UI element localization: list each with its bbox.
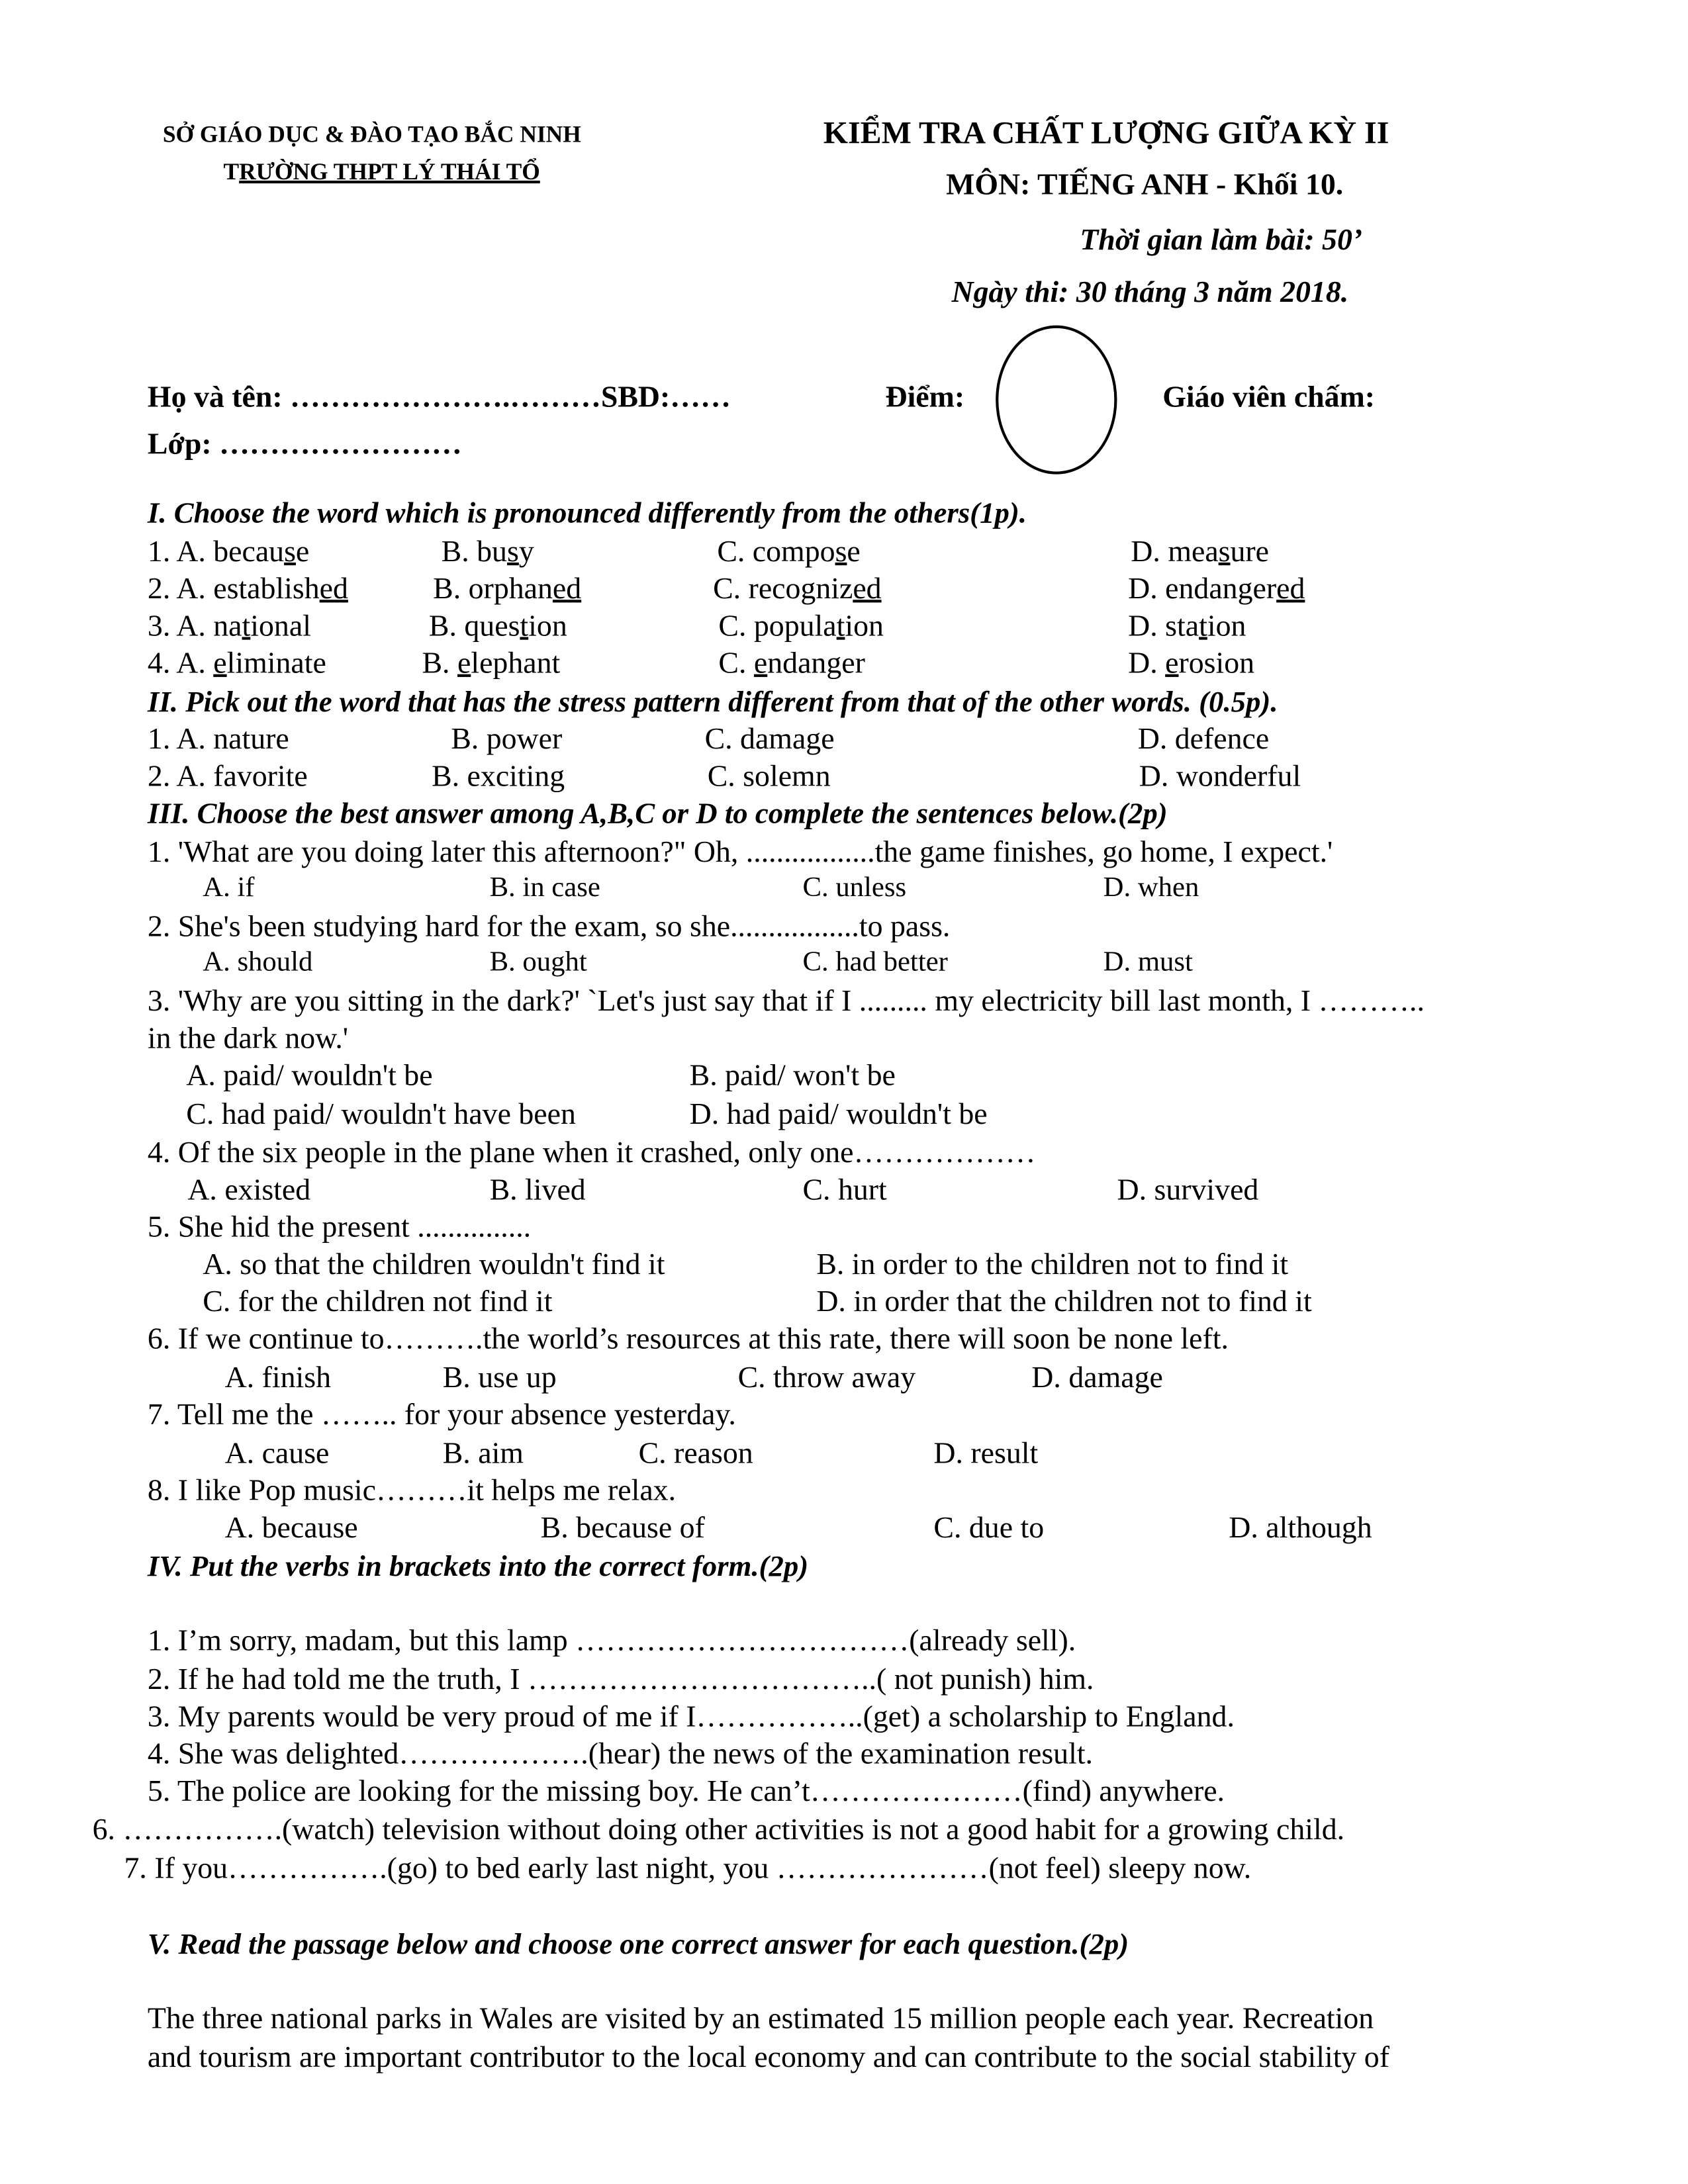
answer-option: C. reason xyxy=(638,1435,753,1470)
underlined-sound: ed xyxy=(1276,570,1305,606)
question: 8. I like Pop music………it helps me relax. xyxy=(147,1472,677,1508)
option-text: ion xyxy=(528,608,567,643)
name-field[interactable]: Họ và tên: ………………….………SBD:…… xyxy=(147,379,731,414)
answer-option: D. survived xyxy=(1117,1171,1259,1206)
class-field[interactable]: Lớp: …………………… xyxy=(147,426,462,461)
answer-option: C. due to xyxy=(933,1510,1045,1545)
underlined-sound: t xyxy=(520,608,529,643)
answer-option: A. cause xyxy=(224,1435,330,1470)
answer-option: D. when xyxy=(1103,872,1199,903)
option-text: ional xyxy=(250,608,311,643)
option-text: e xyxy=(295,533,310,569)
answer-option: B. aim xyxy=(442,1435,524,1470)
answer-option: B. exciting xyxy=(432,758,565,793)
underlined-sound: s xyxy=(284,533,296,569)
option-text: 3. A. na xyxy=(147,608,242,643)
answer-option: A. if xyxy=(203,872,255,903)
passage-line: and tourism are important contributor to the local economy and can contribute to the social stability of xyxy=(147,2039,1389,2074)
answer-option: B. in order to the children not to find it xyxy=(816,1246,1289,1281)
section-5-title: V. Read the passage below and choose one correct answer for each question.(2p) xyxy=(147,1927,1129,1961)
score-label: Điểm: xyxy=(885,379,965,414)
underlined-sound: t xyxy=(1199,608,1207,643)
option-text: D. xyxy=(1128,645,1166,680)
answer-option: B. lived xyxy=(489,1171,586,1206)
answer-option: B. use up xyxy=(442,1359,557,1394)
fill-in-item: 6. …………….(watch) television without doing other activities is not a good habit for a growing child. xyxy=(92,1811,1345,1846)
answer-option xyxy=(148,645,326,681)
underlined-sound: s xyxy=(1218,533,1231,569)
fill-in-item: 7. If you…………….(go) to bed early last night, you …………………(not feel) sleepy now. xyxy=(124,1850,1252,1885)
department-name: SỞ GIÁO DỤC & ĐÀO TẠO BẮC NINH xyxy=(162,121,581,148)
answer-option xyxy=(713,570,882,606)
underlined-sound: ed xyxy=(853,570,882,606)
answer-option: A. should xyxy=(203,947,313,978)
answer-option: D. in order that the children not to find it xyxy=(816,1283,1312,1318)
answer-option: C. unless xyxy=(802,872,907,903)
answer-option: D. had paid/ wouldn't be xyxy=(689,1096,988,1131)
option-text: B. ques xyxy=(428,608,520,643)
answer-option xyxy=(718,608,884,644)
answer-option: C. hurt xyxy=(802,1171,887,1206)
school-name-underlined: RƯỜNG THPT LÝ THÁI TỔ xyxy=(239,158,540,185)
answer-option xyxy=(422,645,560,681)
option-text: ure xyxy=(1230,533,1270,569)
question: 6. If we continue to……….the world’s resources at this rate, there will soon be none left. xyxy=(147,1320,1229,1355)
passage-line: The three national parks in Wales are visited by an estimated 15 million people each year. Recreation xyxy=(147,2000,1374,2035)
option-text: D. sta xyxy=(1128,608,1199,643)
answer-option: A. so that the children wouldn't find it xyxy=(203,1246,665,1281)
answer-option xyxy=(1131,533,1269,569)
answer-option: B. ought xyxy=(489,947,587,978)
exam-title: KIỂM TRA CHẤT LƯỢNG GIỮA KỲ II xyxy=(823,115,1389,151)
option-text: 4. A. xyxy=(147,645,214,680)
answer-option: 1. A. nature xyxy=(147,721,289,756)
underlined-sound: e xyxy=(457,645,471,680)
option-text: ion xyxy=(1207,608,1246,643)
question-continued: in the dark now.' xyxy=(147,1020,349,1055)
answer-option: B. power xyxy=(451,721,563,756)
option-text: e xyxy=(847,533,861,569)
answer-option: D. damage xyxy=(1031,1359,1163,1394)
option-text: C. popula xyxy=(718,608,837,643)
option-text: ion xyxy=(845,608,884,643)
answer-option xyxy=(148,533,309,569)
answer-option: C. solemn xyxy=(707,758,831,793)
answer-option xyxy=(429,608,567,644)
answer-option xyxy=(442,533,534,569)
option-text: lephant xyxy=(471,645,561,680)
answer-option: A. paid/ wouldn't be xyxy=(186,1057,433,1092)
underlined-sound: e xyxy=(753,645,768,680)
answer-option xyxy=(717,533,860,569)
answer-option xyxy=(1128,645,1254,681)
fill-in-item: 5. The police are looking for the missing boy. He can’t…………………(find) anywhere. xyxy=(147,1773,1225,1808)
option-text: liminate xyxy=(226,645,326,680)
answer-option: 2. A. favorite xyxy=(147,758,308,793)
answer-option: B. paid/ won't be xyxy=(689,1057,896,1092)
fill-in-item: 1. I’m sorry, madam, but this lamp ……………………………(already sell). xyxy=(147,1623,1076,1658)
question: 7. Tell me the …….. for your absence yesterday. xyxy=(147,1396,736,1432)
option-text: ndanger xyxy=(767,645,865,680)
underlined-sound: e xyxy=(213,645,227,680)
exam-subject: MÔN: TIẾNG ANH - Khối 10. xyxy=(946,167,1344,202)
underlined-sound: ed xyxy=(552,570,582,606)
answer-option: C. damage xyxy=(704,721,835,756)
underlined-sound: s xyxy=(507,533,519,569)
answer-option: C. had better xyxy=(802,947,948,978)
answer-option xyxy=(148,608,311,644)
underlined-sound: t xyxy=(242,608,251,643)
fill-in-item: 3. My parents would be very proud of me if I……………..(get) a scholarship to England. xyxy=(147,1698,1235,1733)
answer-option: B. in case xyxy=(489,872,600,903)
option-text: y xyxy=(518,533,534,569)
answer-option: D. result xyxy=(933,1435,1039,1470)
underlined-sound: e xyxy=(1165,645,1179,680)
section-1-title: I. Choose the word which is pronounced differently from the others(1p). xyxy=(147,496,1027,529)
exam-date: Ngày thi: 30 tháng 3 năm 2018. xyxy=(951,274,1349,309)
option-text: B. orphan xyxy=(433,570,553,606)
option-text: B. bu xyxy=(441,533,508,569)
question: 3. 'Why are you sitting in the dark?' `Let's just say that if I ......... my electricity bill last month, I ……….. xyxy=(147,983,1425,1018)
option-text: B. xyxy=(422,645,458,680)
answer-option xyxy=(148,570,348,606)
answer-option: D. defence xyxy=(1137,721,1270,756)
section-3-title: III. Choose the best answer among A,B,C or D to complete the sentences below.(2p) xyxy=(147,797,1168,831)
option-text: D. endanger xyxy=(1128,570,1277,606)
option-text: rosion xyxy=(1178,645,1255,680)
answer-option xyxy=(718,645,865,681)
answer-option: C. for the children not find it xyxy=(203,1283,553,1318)
section-2-title: II. Pick out the word that has the stress pattern different from that of the other words. (0.5p). xyxy=(147,685,1278,719)
underlined-sound: ed xyxy=(319,570,348,606)
answer-option: A. because xyxy=(224,1510,358,1545)
answer-option xyxy=(433,570,581,606)
question: 5. She hid the present ............... xyxy=(147,1209,532,1244)
answer-option: B. because of xyxy=(540,1510,705,1545)
option-text: D. mea xyxy=(1131,533,1219,569)
option-text: C. compo xyxy=(717,533,835,569)
option-text: C. xyxy=(718,645,754,680)
fill-in-item: 2. If he had told me the truth, I ……………………………..( not punish) him. xyxy=(147,1661,1094,1696)
answer-option: D. although xyxy=(1229,1510,1372,1545)
option-text: C. recogniz xyxy=(713,570,853,606)
answer-option: D. must xyxy=(1103,947,1193,978)
answer-option xyxy=(1128,608,1246,644)
answer-option: C. had paid/ wouldn't have been xyxy=(186,1096,576,1131)
answer-option: C. throw away xyxy=(737,1359,916,1394)
answer-option xyxy=(1128,570,1305,606)
question: 2. She's been studying hard for the exam, so she.................to pass. xyxy=(147,908,951,943)
answer-option: A. finish xyxy=(224,1359,331,1394)
answer-option: A. existed xyxy=(187,1171,311,1206)
answer-option: D. wonderful xyxy=(1139,758,1301,793)
fill-in-item: 4. She was delighted……………….(hear) the news of the examination result. xyxy=(147,1735,1094,1770)
school-name-pre: T xyxy=(223,158,240,185)
underlined-sound: s xyxy=(835,533,847,569)
school-name xyxy=(223,154,539,190)
exam-time: Thời gian làm bài: 50’ xyxy=(1080,222,1363,257)
option-text: 2. A. establish xyxy=(147,570,320,606)
question: 1. 'What are you doing later this afternoon?" Oh, .................the game finishes, go home, I expect.' xyxy=(147,834,1333,869)
score-circle[interactable] xyxy=(996,326,1117,475)
option-text: 1. A. becau xyxy=(147,533,285,569)
question: 4. Of the six people in the plane when it crashed, only one……………… xyxy=(147,1134,1036,1169)
underlined-sound: t xyxy=(836,608,845,643)
section-4-title: IV. Put the verbs in brackets into the correct form.(2p) xyxy=(147,1549,809,1583)
teacher-label: Giáo viên chấm: xyxy=(1162,379,1376,414)
